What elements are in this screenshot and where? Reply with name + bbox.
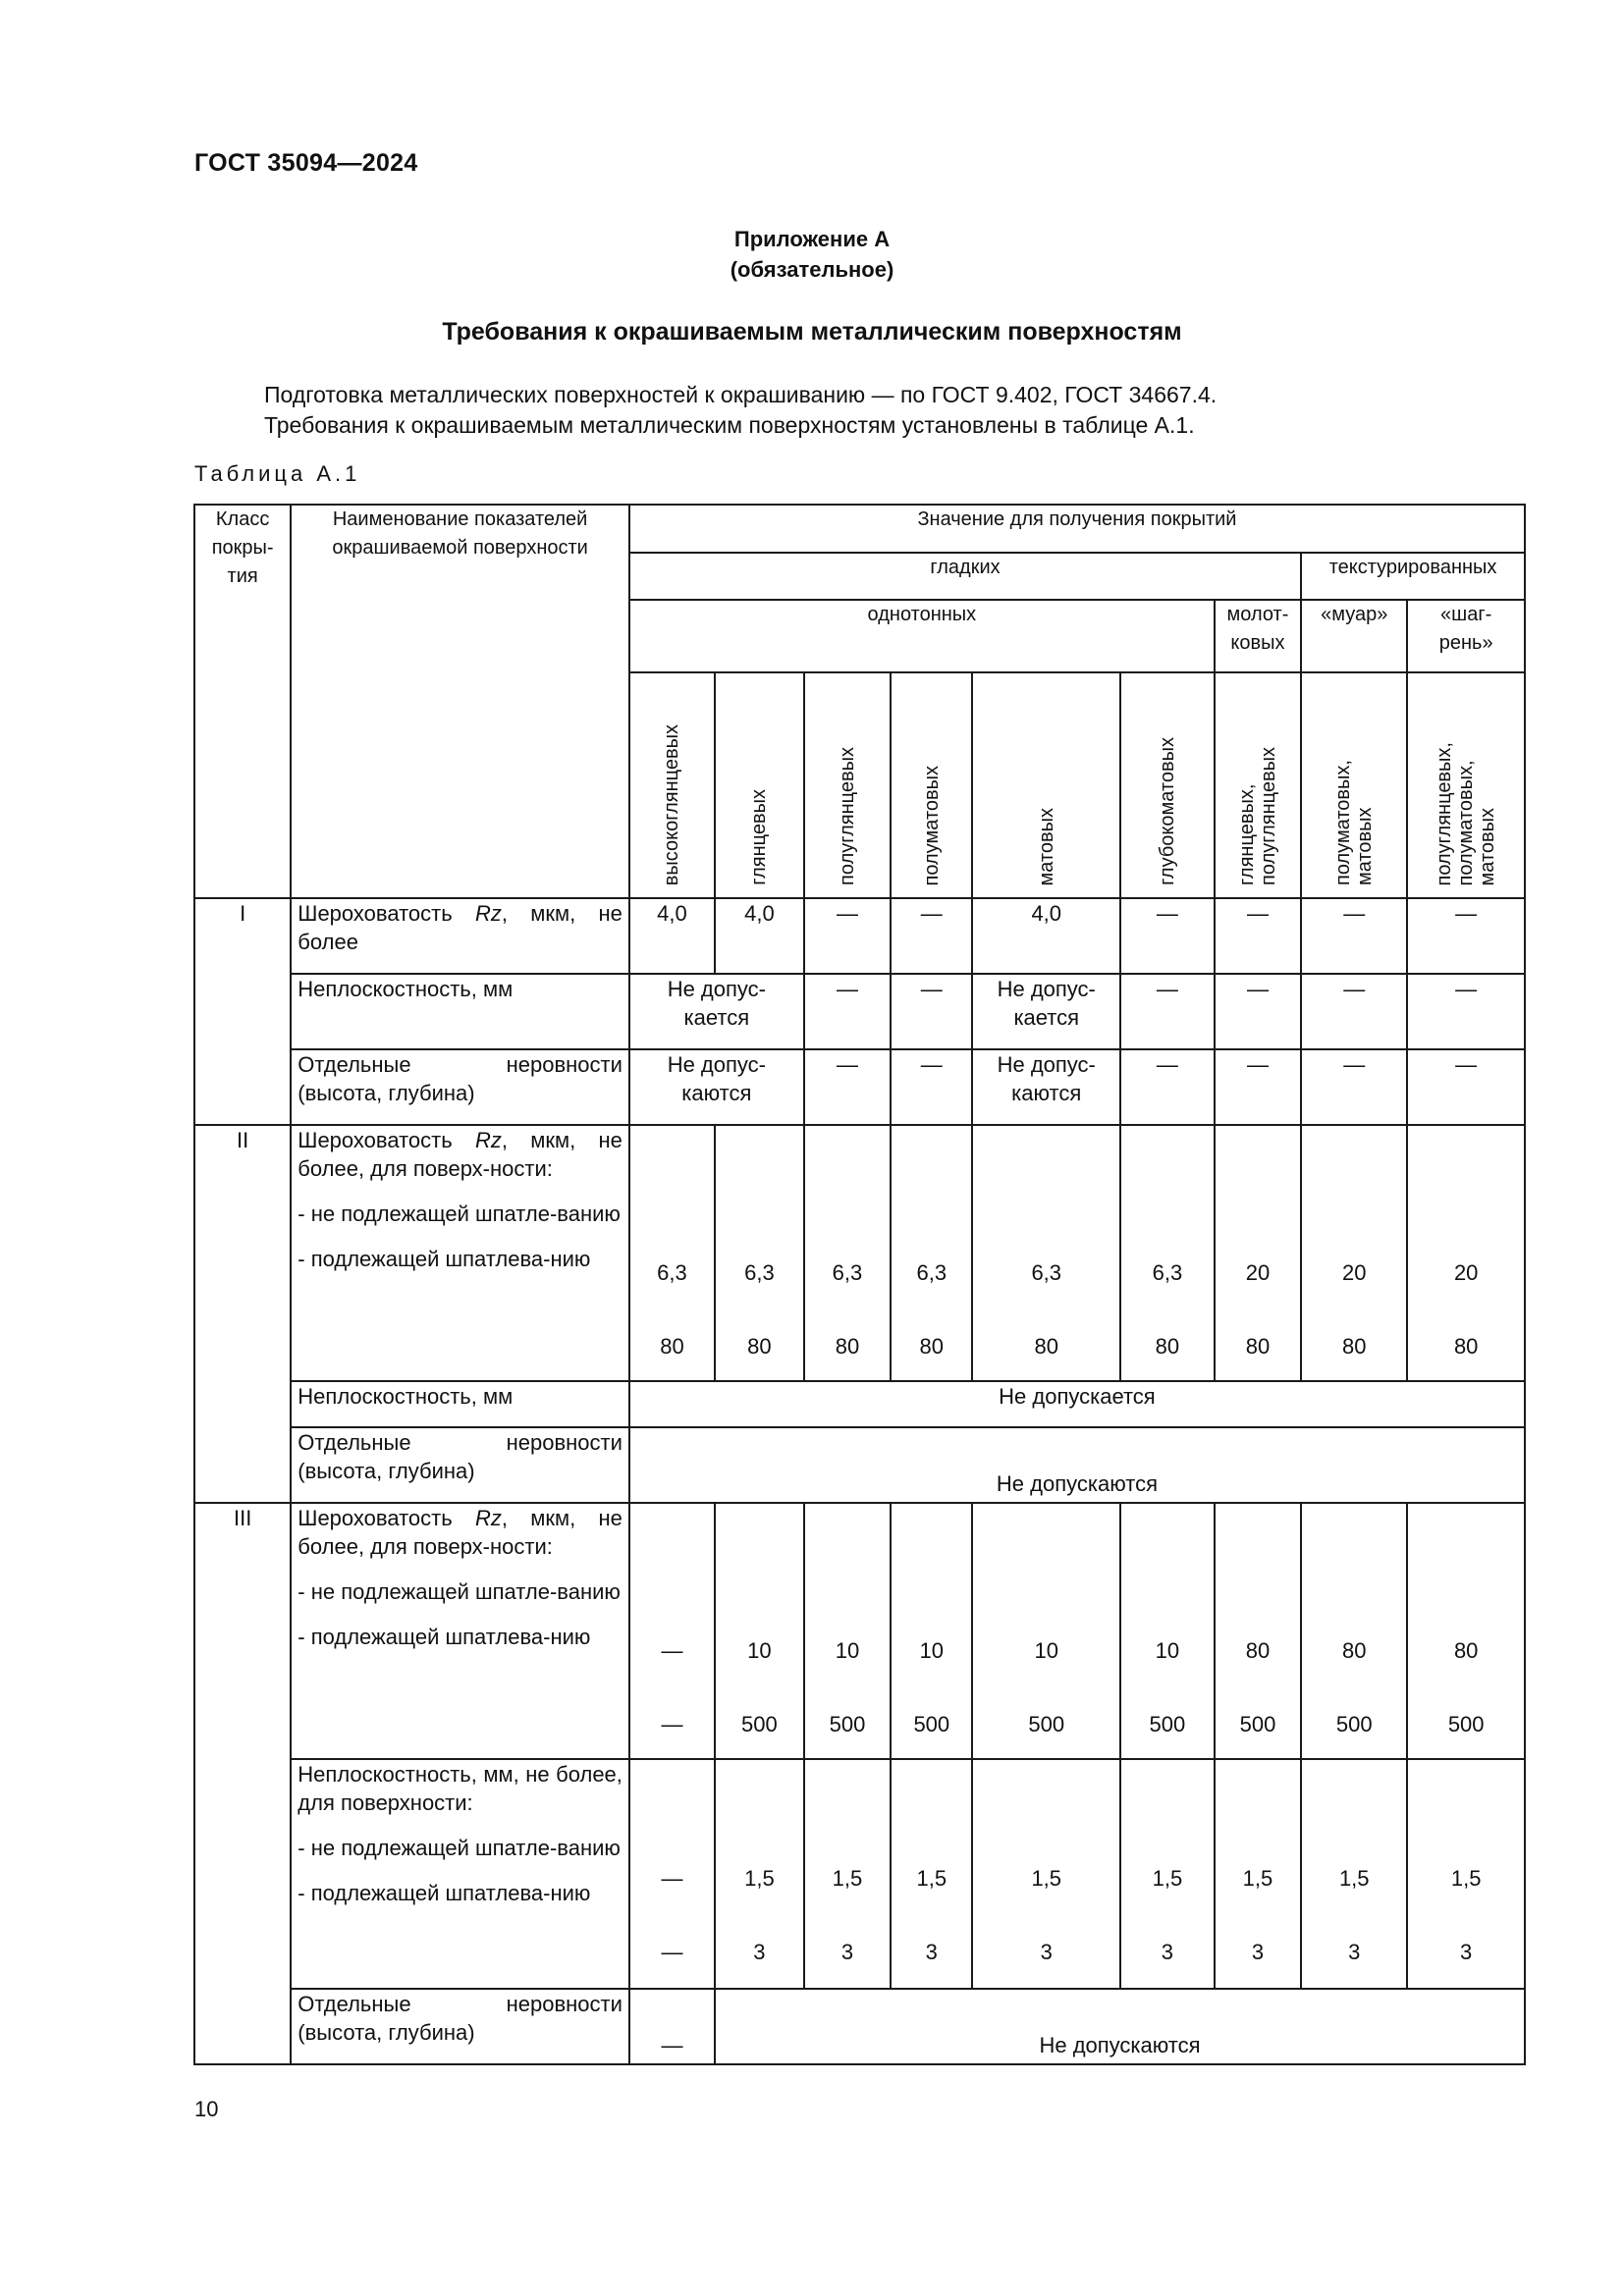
appendix-heading: [0, 224, 1624, 285]
value-not-filled: 1,5: [1450, 1866, 1482, 1891]
value-cell: [715, 1125, 804, 1381]
value-cell: [1215, 1125, 1301, 1381]
requirements-table: [193, 504, 1526, 2065]
value-cell: [972, 1759, 1120, 1989]
value-cell: 4,0: [972, 898, 1120, 974]
value-not-filled: —: [661, 1638, 683, 1663]
indicator-name: Неплоскостность, мм: [291, 974, 629, 1049]
value-cell: —: [804, 974, 891, 1049]
value-not-filled: 6,3: [832, 1260, 863, 1285]
value-filled: 80: [747, 1334, 772, 1359]
value-cell: [891, 1503, 972, 1759]
value-cell: [804, 1125, 891, 1381]
value-filled: 500: [1447, 1712, 1485, 1736]
value-not-filled: 10: [1155, 1638, 1180, 1663]
paragraph-requirements: Требования к окрашиваемым металлическим поверхностям установлены в таблице А.1.: [264, 412, 1195, 438]
header-col: [972, 672, 1120, 898]
value-cell: [1407, 1125, 1525, 1381]
value-cell: —: [1215, 1049, 1301, 1125]
value-filled: 80: [1034, 1334, 1058, 1359]
value-filled: 500: [1335, 1712, 1373, 1736]
header-col: [1407, 672, 1525, 898]
value-filled: 80: [1453, 1334, 1479, 1359]
value-not-filled: 20: [1342, 1260, 1367, 1285]
header-col-label: высокоглянцевых: [661, 723, 683, 885]
value-cell: —: [804, 898, 891, 974]
header-col: [1215, 672, 1301, 898]
header-col: [1120, 672, 1215, 898]
header-col-label: глубокоматовых: [1156, 737, 1178, 885]
flat-name: Неплоскостность, мм, не более, для поверхности:: [298, 1762, 623, 1815]
value-not-filled: 10: [747, 1638, 772, 1663]
value-filled: —: [661, 1940, 683, 1964]
value-filled: 500: [829, 1712, 866, 1736]
value-cell: —: [804, 1049, 891, 1125]
value-not-filled: 10: [1034, 1638, 1058, 1663]
value-cell: —: [1407, 974, 1525, 1049]
rough-text-b: , мкм, не более: [298, 901, 623, 954]
header-col: [891, 672, 972, 898]
value-not-filled: 20: [1245, 1260, 1271, 1285]
value-cell: [891, 1759, 972, 1989]
indicator-name: Отдельные неровности (высота, глубина): [291, 1427, 629, 1503]
header-name-label: Наименование показателей окрашиваемой поверхности: [332, 508, 588, 559]
value-not-filled: 80: [1342, 1638, 1367, 1663]
value-cell: 4,0: [715, 898, 804, 974]
header-shagreen: «шаг-рень»: [1407, 600, 1525, 672]
header-col-label: глянцевых, полуглянцевых: [1235, 747, 1279, 885]
table-caption: Таблица А.1: [194, 461, 361, 486]
value-cell: [629, 1125, 715, 1381]
value-filled: 500: [1028, 1712, 1065, 1736]
rz-symbol: Rz: [474, 1128, 502, 1152]
value-filled: 3: [1251, 1940, 1265, 1964]
header-col: [1301, 672, 1407, 898]
sub-filled: - подлежащей шпатлева-нию: [298, 1625, 591, 1649]
header-col-label: глянцевых: [748, 789, 771, 885]
sub-not-filled: - не подлежащей шпатле-ванию: [298, 1201, 621, 1226]
value-filled: 3: [753, 1940, 766, 1964]
value-not-filled: 1,5: [832, 1866, 863, 1891]
value-cell: —: [1301, 974, 1407, 1049]
value-filled: 500: [1239, 1712, 1276, 1736]
rough-text-a: Шероховатость: [298, 1506, 475, 1530]
value-cell: —: [1407, 1049, 1525, 1125]
indicator-name: Отдельные неровности (высота, глубина): [291, 1989, 629, 2064]
value-cell: —: [1120, 898, 1215, 974]
value-not-filled: 1,5: [1338, 1866, 1370, 1891]
value-filled: 80: [1342, 1334, 1367, 1359]
value-cell-merged: Не допускаются: [629, 1427, 1525, 1503]
header-col: [804, 672, 891, 898]
appendix-title: Приложение А: [733, 227, 891, 251]
value-filled: 3: [1460, 1940, 1473, 1964]
indicator-name: [291, 1503, 629, 1759]
header-col-label: полуматовых, матовых: [1332, 759, 1377, 885]
value-not-filled: —: [661, 1866, 683, 1891]
value-cell-merged: Не допускаются: [715, 1989, 1525, 2064]
header-solid: однотонных: [629, 600, 1215, 672]
value-not-filled: 6,3: [916, 1260, 947, 1285]
value-cell: —: [1215, 898, 1301, 974]
value-filled: 80: [660, 1334, 684, 1359]
header-hammer: молот-ковых: [1215, 600, 1301, 672]
value-cell: [1407, 1503, 1525, 1759]
value-filled: 3: [925, 1940, 938, 1964]
rough-text-b: , мкм, не более, для поверх-ности:: [298, 1506, 623, 1559]
value-filled: 500: [913, 1712, 950, 1736]
sub-not-filled: - не подлежащей шпатле-ванию: [298, 1836, 621, 1860]
sub-filled: - подлежащей шпатлева-нию: [298, 1881, 591, 1905]
value-cell: [715, 1759, 804, 1989]
page-number: 10: [194, 2097, 219, 2121]
value-filled: 500: [1149, 1712, 1186, 1736]
header-col: [629, 672, 715, 898]
value-cell: Не допус-кается: [972, 974, 1120, 1049]
header-col: [715, 672, 804, 898]
value-not-filled: 10: [919, 1638, 945, 1663]
header-col-label: полуглянцевых: [836, 747, 858, 885]
header-class-label: Класс покры-тия: [211, 508, 274, 587]
rough-text-a: Шероховатость: [298, 1128, 475, 1152]
value-cell: —: [1407, 898, 1525, 974]
value-filled: 3: [840, 1940, 854, 1964]
value-cell: —: [1120, 974, 1215, 1049]
value-filled: 500: [741, 1712, 778, 1736]
value-filled: 3: [1040, 1940, 1053, 1964]
value-filled: —: [661, 1712, 683, 1736]
indicator-name: Отдельные неровности (высота, глубина): [291, 1049, 629, 1125]
value-filled: 80: [919, 1334, 945, 1359]
indicator-name: [291, 898, 629, 974]
header-textured: текстурированных: [1301, 553, 1525, 600]
rz-symbol: Rz: [474, 901, 502, 926]
paragraph-preparation: Подготовка металлических поверхностей к окрашиванию — по ГОСТ 9.402, ГОСТ 34667.4.: [264, 382, 1218, 407]
indicator-name: [291, 1759, 629, 1989]
class-label: II: [194, 1125, 291, 1503]
value-not-filled: 1,5: [1242, 1866, 1273, 1891]
value-cell: [1407, 1759, 1525, 1989]
value-cell-merged: Не допускается: [629, 1381, 1525, 1427]
value-cell: —: [1301, 1049, 1407, 1125]
value-not-filled: 6,3: [657, 1260, 687, 1285]
value-not-filled: 1,5: [1031, 1866, 1062, 1891]
value-cell: [1120, 1759, 1215, 1989]
value-cell: [629, 1503, 715, 1759]
header-col-label: полуматовых: [920, 765, 943, 885]
sub-not-filled: - не подлежащей шпатле-ванию: [298, 1579, 621, 1604]
value-not-filled: 20: [1453, 1260, 1479, 1285]
value-cell: [1215, 1759, 1301, 1989]
value-not-filled: 80: [1453, 1638, 1479, 1663]
value-cell: —: [891, 1049, 972, 1125]
value-filled: 3: [1348, 1940, 1361, 1964]
value-cell: —: [629, 1989, 715, 2064]
value-cell: [1120, 1125, 1215, 1381]
value-not-filled: 1,5: [744, 1866, 775, 1891]
value-cell: —: [891, 974, 972, 1049]
value-not-filled: 1,5: [916, 1866, 947, 1891]
value-filled: 80: [835, 1334, 860, 1359]
rough-text-a: Шероховатость: [298, 901, 475, 926]
value-not-filled: 80: [1245, 1638, 1271, 1663]
value-cell: —: [1120, 1049, 1215, 1125]
value-cell: [1215, 1503, 1301, 1759]
value-not-filled: 6,3: [1152, 1260, 1183, 1285]
value-cell: [804, 1759, 891, 1989]
value-not-filled: 10: [835, 1638, 860, 1663]
class-label: I: [194, 898, 291, 1125]
indicator-name: [291, 1125, 629, 1381]
value-cell-merged: Не допус-кается: [629, 974, 804, 1049]
value-cell: [891, 1125, 972, 1381]
value-cell: —: [1301, 898, 1407, 974]
header-col-label: полуглянцевых, полуматовых, матовых: [1434, 741, 1499, 885]
sub-filled: - подлежащей шпатлева-нию: [298, 1247, 591, 1271]
rough-text-b: , мкм, не более, для поверх-ности:: [298, 1128, 623, 1181]
value-filled: 80: [1155, 1334, 1180, 1359]
value-cell: [972, 1125, 1120, 1381]
section-title: Требования к окрашиваемым металлическим поверхностям: [442, 318, 1182, 346]
value-cell: [629, 1759, 715, 1989]
value-cell: 4,0: [629, 898, 715, 974]
value-cell: —: [1215, 974, 1301, 1049]
value-cell: [1301, 1759, 1407, 1989]
value-cell-merged: Не допус-каются: [629, 1049, 804, 1125]
value-cell: [715, 1503, 804, 1759]
value-filled: 80: [1245, 1334, 1271, 1359]
document-code: ГОСТ 35094—2024: [194, 149, 418, 177]
appendix-status: (обязательное): [730, 257, 894, 282]
indicator-name: Неплоскостность, мм: [291, 1381, 629, 1427]
value-cell: Не допус-каются: [972, 1049, 1120, 1125]
value-cell: [1301, 1125, 1407, 1381]
header-moire: «муар»: [1301, 600, 1407, 672]
rz-symbol: Rz: [474, 1506, 502, 1530]
header-class: [194, 505, 291, 898]
value-cell: [804, 1503, 891, 1759]
header-values-group: Значение для получения покрытий: [629, 505, 1525, 553]
header-smooth: гладких: [629, 553, 1301, 600]
value-cell: —: [891, 898, 972, 974]
header-name: [291, 505, 629, 898]
value-not-filled: 6,3: [744, 1260, 775, 1285]
value-cell: [1301, 1503, 1407, 1759]
value-filled: 3: [1161, 1940, 1174, 1964]
value-cell: [1120, 1503, 1215, 1759]
class-label: III: [194, 1503, 291, 2064]
value-cell: [972, 1503, 1120, 1759]
header-col-label: матовых: [1035, 807, 1057, 885]
value-not-filled: 6,3: [1031, 1260, 1062, 1285]
value-not-filled: 1,5: [1152, 1866, 1183, 1891]
